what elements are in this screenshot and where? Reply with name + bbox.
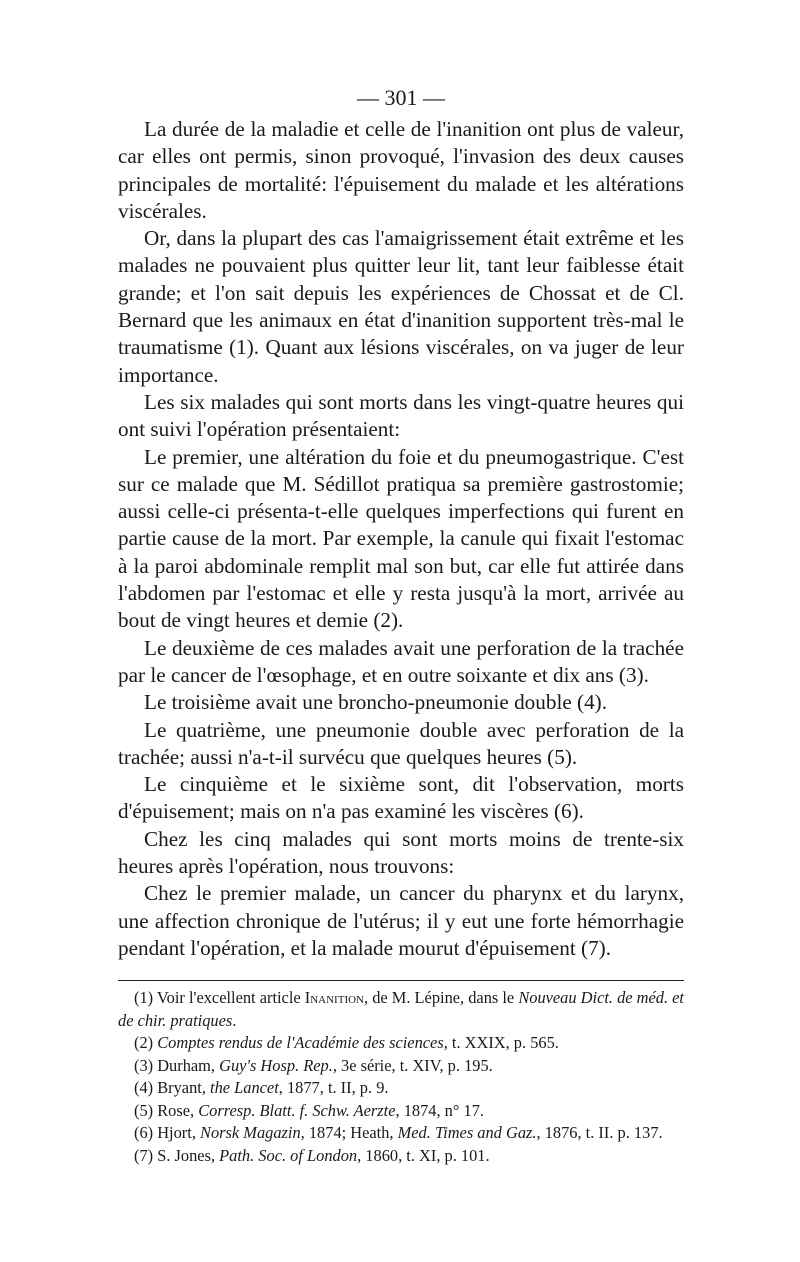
italic-title: the Lancet [210, 1078, 279, 1098]
paragraph: Les six malades qui sont morts dans les vingt-quatre heures qui ont suivi l'opération présentaient: [118, 389, 684, 442]
italic-title: Guy's Hosp. Rep. [219, 1055, 333, 1075]
footnote-5: (5) Rose, Corresp. Blatt. f. Schw. Aerzte, 1874, n° 17. [134, 1100, 485, 1120]
small-caps-term: Inanition [304, 988, 364, 1008]
italic-title: Med. Times and Gaz. [397, 1123, 537, 1143]
footnote-number: (4) [134, 1078, 154, 1098]
italic-title: Comptes rendus de l'Académie des sciences [157, 1033, 444, 1053]
paragraph: Le troisième avait une broncho-pneumonie double (4). [144, 690, 608, 715]
paragraph: Chez le premier malade, un cancer du pharynx et du larynx, une affection chronique de l'utérus; il y eut une forte hémorrhagie pendant l'opération, et la malade mourut d'épuisement (7). [118, 881, 684, 960]
footnote-number: (3) [134, 1055, 154, 1075]
footnote-4: (4) Bryant, the Lancet, 1877, t. II, p. 9. [134, 1078, 389, 1098]
footnote-number: (6) [134, 1123, 154, 1143]
footnote-divider [118, 980, 684, 981]
footnote-7: (7) S. Jones, Path. Soc. of London, 1860, t. XI, p. 101. [134, 1145, 490, 1165]
footnote-number: (1) [134, 988, 154, 1008]
footnote-1: (1) Voir l'excellent article Inanition, de M. Lépine, dans le Nouveau Dict. de méd. et de chir. pratiques. [118, 988, 684, 1030]
document-page [118, 84, 684, 1167]
paragraph: Le premier, une altération du foie et du pneumogastrique. C'est sur ce malade que M. Sédillot pratiqua sa première gastrostomie; aussi celle-ci présenta-t-elle quelques imperfections qui furent en partie cause de la mort. Par exemple, la canule qui fixait l'estomac à la paroi abdominale remplit mal son but, car elle fut attirée dans l'abdomen par l'estomac et elle y resta jusqu'à la mort, arrivée au bout de vingt heures et demie (2). [118, 444, 684, 633]
footnote-3: (3) Durham, Guy's Hosp. Rep., 3e série, t. XIV, p. 195. [134, 1055, 493, 1075]
body-text [118, 116, 684, 962]
footnote-6: (6) Hjort, Norsk Magazin, 1874; Heath, Med. Times and Gaz., 1876, t. II. p. 137. [134, 1123, 663, 1143]
italic-title: Norsk Magazin [200, 1123, 301, 1143]
italic-title: Corresp. Blatt. f. Schw. Aerzte [198, 1100, 396, 1120]
footnotes [118, 987, 684, 1167]
paragraph: Or, dans la plupart des cas l'amaigrissement était extrême et les malades ne pouvaient plus quitter leur lit, tant leur faiblesse était grande; et l'on sait depuis les expériences de Chossat et de Cl. Bernard que les animaux en état d'inanition supportent très-mal le traumatisme (1). Quant aux lésions viscérales, on va juger de leur importance. [118, 226, 684, 387]
paragraph: Le quatrième, une pneumonie double avec perforation de la trachée; aussi n'a-t-il survécu que quelques heures (5). [118, 717, 684, 769]
footnote-number: (2) [134, 1033, 154, 1053]
footnote-number: (5) [134, 1100, 154, 1120]
page-number: — 301 — [357, 85, 445, 110]
italic-title: Nouveau Dict. de méd. et de chir. pratiques [118, 988, 684, 1030]
footnote-number: (7) [134, 1145, 154, 1165]
paragraph: Le cinquième et le sixième sont, dit l'observation, morts d'épuisement; mais on n'a pas examiné les viscères (6). [118, 772, 684, 824]
footnote-2: (2) Comptes rendus de l'Académie des sciences, t. XXIX, p. 565. [134, 1033, 559, 1053]
paragraph: Le deuxième de ces malades avait une perforation de la trachée par le cancer de l'œsophage, et en outre soixante et dix ans (3). [118, 635, 684, 687]
paragraph: Chez les cinq malades qui sont morts moins de trente-six heures après l'opération, nous trouvons: [118, 826, 684, 879]
paragraph: La durée de la maladie et celle de l'inanition ont plus de valeur, car elles ont permis, sinon provoqué, l'invasion des deux causes principales de mortalité: l'épuisement du malade et les altérations viscérales. [118, 117, 684, 223]
italic-title: Path. Soc. of London [219, 1145, 358, 1165]
